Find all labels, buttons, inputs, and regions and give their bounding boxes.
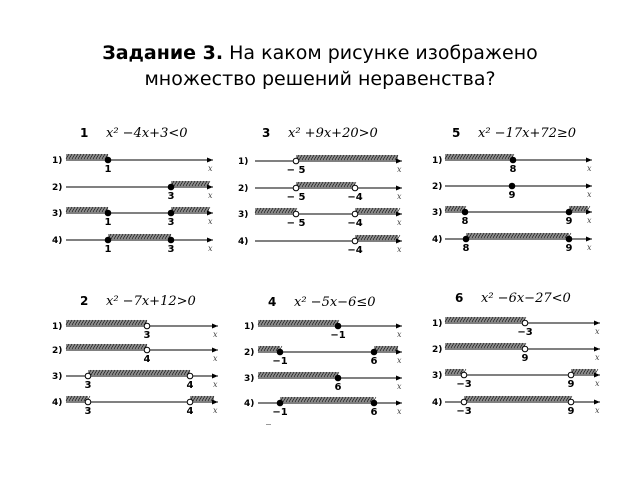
filled-point: [335, 375, 341, 381]
axis-arrow-icon: [396, 239, 402, 244]
filled-point: [335, 323, 341, 329]
point-value: −1: [272, 407, 288, 418]
open-point: [352, 238, 358, 244]
filled-point: [168, 210, 174, 216]
axis-x-label: x: [397, 218, 402, 227]
point-value: −1: [272, 356, 288, 367]
axis-x-label: x: [587, 164, 592, 173]
axis-arrow-icon: [586, 237, 592, 242]
option-label: 4): [432, 398, 443, 408]
open-point: [568, 372, 574, 378]
solution-hatch: [280, 397, 374, 402]
block-number: 4: [268, 295, 277, 309]
axis-arrow-icon: [212, 374, 218, 379]
open-point: [293, 158, 299, 164]
point-value: 8: [462, 243, 470, 254]
axis-arrow-icon: [212, 348, 218, 353]
open-point: [187, 399, 193, 405]
option-label: 1): [244, 322, 255, 332]
axis-arrow-icon: [594, 373, 600, 378]
open-point: [85, 373, 91, 379]
option-label: 3): [238, 210, 249, 220]
option-label: 4): [238, 237, 249, 247]
solution-hatch: [258, 320, 338, 325]
point-value: 3: [167, 244, 175, 255]
point-value: −3: [456, 406, 472, 417]
point-value: 8: [509, 164, 517, 175]
block-number: 3: [262, 126, 271, 140]
axis-x-label: x: [397, 165, 402, 174]
point-value: 9: [567, 379, 575, 390]
filled-point: [168, 184, 174, 190]
axis-x-label: x: [587, 190, 592, 199]
filled-point: [566, 236, 572, 242]
point-value: 4: [186, 406, 194, 417]
open-point: [144, 323, 150, 329]
option-label: 2): [432, 182, 443, 192]
solution-hatch: [258, 372, 338, 377]
axis-x-label: x: [397, 356, 402, 365]
option-label: 2): [52, 183, 63, 193]
block-number: 6: [455, 291, 464, 305]
open-point: [461, 372, 467, 378]
question-text-2: множество решений неравенства?: [144, 68, 496, 90]
filled-point: [105, 157, 111, 163]
point-value: 1: [104, 244, 112, 255]
filled-point: [105, 237, 111, 243]
filled-point: [168, 237, 174, 243]
filled-point: [277, 349, 283, 355]
axis-x-label: x: [595, 327, 600, 336]
inequality: x² −17x+72≥0: [478, 126, 577, 141]
open-point: [144, 347, 150, 353]
axis-x-label: x: [208, 244, 213, 253]
point-value: 3: [143, 330, 151, 341]
point-value: −4: [347, 192, 363, 203]
filled-point: [105, 210, 111, 216]
axis-arrow-icon: [207, 211, 213, 216]
point-value: 3: [84, 406, 92, 417]
axis-arrow-icon: [594, 321, 600, 326]
option-label: 3): [52, 372, 63, 382]
axis-arrow-icon: [212, 324, 218, 329]
axis-arrow-icon: [207, 158, 213, 163]
option-label: 4): [52, 398, 63, 408]
open-point: [187, 373, 193, 379]
axis-x-label: x: [587, 216, 592, 225]
option-label: 4): [432, 235, 443, 245]
option-label: 2): [52, 346, 63, 356]
inequality: x² −7x+12>0: [106, 294, 196, 309]
axis-x-label: x: [595, 353, 600, 362]
inequality: x² −6x−27<0: [481, 291, 571, 306]
option-label: 4): [52, 236, 63, 246]
open-point: [568, 399, 574, 405]
axis-arrow-icon: [396, 212, 402, 217]
axis-x-label: x: [213, 380, 218, 389]
axis-x-label: x: [213, 354, 218, 363]
open-point: [293, 211, 299, 217]
point-value: 3: [167, 217, 175, 228]
point-value: − 5: [286, 218, 306, 229]
point-value: 3: [84, 380, 92, 391]
point-value: 8: [461, 216, 469, 227]
point-value: −4: [347, 245, 363, 256]
point-value: 9: [565, 243, 573, 254]
filled-point: [510, 157, 516, 163]
axis-arrow-icon: [396, 401, 402, 406]
filled-point: [566, 209, 572, 215]
axis-x-label: x: [397, 192, 402, 201]
filled-point: [509, 183, 515, 189]
axis-arrow-icon: [586, 210, 592, 215]
option-label: 3): [52, 209, 63, 219]
option-label: 3): [432, 208, 443, 218]
open-point: [352, 211, 358, 217]
inequality: x² −5x−6≤0: [294, 295, 376, 310]
option-label: 2): [432, 345, 443, 355]
open-point: [522, 346, 528, 352]
option-label: 1): [432, 319, 443, 329]
point-value: 3: [167, 191, 175, 202]
axis-arrow-icon: [396, 159, 402, 164]
option-label: 1): [238, 157, 249, 167]
axis-arrow-icon: [212, 400, 218, 405]
axis-x-label: x: [587, 243, 592, 252]
point-value: −3: [517, 327, 533, 338]
axis-arrow-icon: [396, 376, 402, 381]
question-text-1: На каком рисунке изображено: [229, 42, 538, 64]
point-value: −4: [347, 218, 363, 229]
axis-x-label: x: [595, 379, 600, 388]
block-number: 5: [452, 126, 461, 140]
point-value: 6: [370, 356, 378, 367]
axis-x-label: x: [213, 330, 218, 339]
open-point: [522, 320, 528, 326]
filled-point: [277, 400, 283, 406]
axis-arrow-icon: [396, 350, 402, 355]
open-point: [85, 399, 91, 405]
option-label: 1): [432, 156, 443, 166]
task-label: Задание 3.: [102, 42, 224, 64]
option-label: 1): [52, 156, 63, 166]
point-value: −1: [330, 330, 346, 341]
solution-hatch: [445, 317, 525, 322]
point-value: 9: [565, 216, 573, 227]
axis-arrow-icon: [396, 324, 402, 329]
option-label: 2): [244, 348, 255, 358]
filled-point: [371, 349, 377, 355]
point-value: − 5: [286, 192, 306, 203]
open-point: [293, 185, 299, 191]
point-value: 1: [104, 164, 112, 175]
point-value: 9: [508, 190, 516, 201]
option-label: 4): [244, 399, 255, 409]
open-point: [461, 399, 467, 405]
option-label: 3): [432, 371, 443, 381]
open-point: [352, 185, 358, 191]
solution-hatch: [445, 343, 525, 348]
axis-arrow-icon: [207, 185, 213, 190]
axis-x-label: x: [397, 382, 402, 391]
point-value: 4: [143, 354, 151, 365]
option-label: 3): [244, 374, 255, 384]
option-label: 2): [238, 184, 249, 194]
axis-x-label: x: [213, 406, 218, 415]
axis-x-label: x: [397, 407, 402, 416]
point-value: 9: [567, 406, 575, 417]
inequality: x² −4x+3<0: [106, 126, 188, 141]
axis-arrow-icon: [586, 184, 592, 189]
inequality: x² +9x+20>0: [288, 126, 378, 141]
solution-hatch: [445, 206, 465, 211]
axis-x-label: x: [397, 245, 402, 254]
point-value: −3: [456, 379, 472, 390]
filled-point: [371, 400, 377, 406]
axis-x-label: x: [208, 217, 213, 226]
point-value: 9: [521, 353, 529, 364]
axis-x-label: x: [208, 191, 213, 200]
block-number: 1: [80, 126, 89, 140]
block-number: 2: [80, 294, 89, 308]
point-value: 6: [334, 382, 342, 393]
axis-arrow-icon: [594, 347, 600, 352]
axis-arrow-icon: [207, 238, 213, 243]
filled-point: [463, 236, 469, 242]
option-label: 1): [52, 322, 63, 332]
axis-arrow-icon: [396, 186, 402, 191]
axis-arrow-icon: [586, 158, 592, 163]
axis-x-label: x: [595, 406, 600, 415]
filled-point: [462, 209, 468, 215]
point-value: 1: [104, 217, 112, 228]
axis-x-label: x: [208, 164, 213, 173]
axis-arrow-icon: [594, 400, 600, 405]
point-value: 6: [370, 407, 378, 418]
axis-x-label: x: [397, 330, 402, 339]
point-value: − 5: [286, 165, 306, 176]
stray-dash: [266, 424, 271, 425]
point-value: 4: [186, 380, 194, 391]
